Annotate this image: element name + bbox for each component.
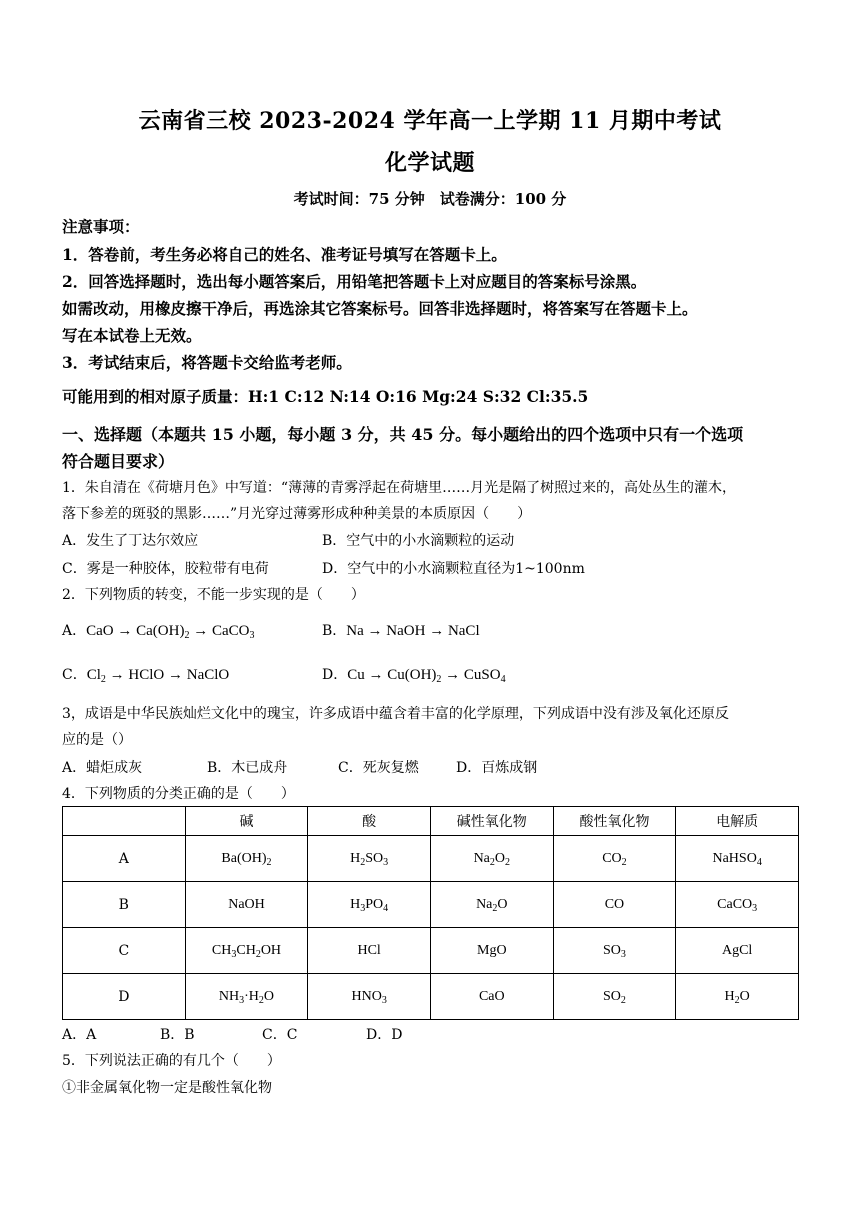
- row-label: A: [63, 836, 186, 882]
- q1-option-c: C．雾是一种胶体，胶粒带有电荷: [62, 561, 269, 577]
- notes-heading: 注意事项：: [62, 217, 140, 236]
- cell-acidic-oxide: $SO_2$: [553, 974, 676, 1020]
- cell-basic-oxide: $Na_2O_2$: [430, 836, 553, 882]
- cell-acid: $H_2SO_3$: [308, 836, 431, 882]
- cell-electrolyte: AgCl: [676, 928, 799, 974]
- exam-meta: 考试时间：75 分钟 试卷满分：100 分: [293, 190, 567, 208]
- cell-base: $CH_3CH_2OH$: [185, 928, 308, 974]
- cell-acidic-oxide: $SO_3$: [553, 928, 676, 974]
- q1-option-d: D．空气中的小水滴颗粒直径为1~100nm: [322, 561, 585, 577]
- q2-option-b: B．Na → NaOH → NaCl: [322, 623, 480, 639]
- q2-option-a: A．CaO → $Ca(OH)_2$ → CaCO$_3$: [62, 623, 255, 641]
- cell-base: NaOH: [185, 882, 308, 928]
- notes-item-3: 3．考试结束后，将答题卡交给监考老师。: [62, 353, 352, 372]
- cell-base: $Ba(OH)_2$: [185, 836, 308, 882]
- cell-acid: $H_3PO_4$: [308, 882, 431, 928]
- cell-electrolyte: $H_2O$: [676, 974, 799, 1020]
- table-row: [63, 836, 799, 882]
- table-row: [63, 974, 799, 1020]
- q4-stem: 4．下列物质的分类正确的是（ ）: [62, 786, 295, 802]
- q3-option-c: C．死灰复燃: [338, 760, 419, 776]
- cell-acid: $HNO_3$: [308, 974, 431, 1020]
- cell-acidic-oxide: CO: [553, 882, 676, 928]
- notes-item-1: 1．答卷前，考生务必将自己的姓名、准考证号填写在答题卡上。: [62, 245, 507, 264]
- q1-option-b: B．空气中的小水滴颗粒的运动: [322, 533, 515, 549]
- q2-option-d: D．$Cu \to Cu(OH)_2$ → CuSO$_4$: [322, 667, 506, 685]
- q2-option-c: C．$Cl_2$ → HClO → NaClO: [62, 667, 230, 685]
- table-header-cell: [63, 807, 186, 836]
- row-label: D: [63, 974, 186, 1020]
- classification-table: [62, 806, 799, 1020]
- table-header-cell: 碱: [185, 807, 308, 836]
- q3-stem-cont: 应的是（）: [62, 732, 132, 748]
- q1-stem: 1．朱自清在《荷塘月色》中写道：“薄薄的青雾浮起在荷塘里……月光是隔了树照过来的，高处丛生的灌木，: [62, 480, 737, 496]
- table-header-cell: 酸: [308, 807, 431, 836]
- section-1-heading-cont: 符合题目要求）: [62, 452, 175, 471]
- table-row: [63, 882, 799, 928]
- q3-stem: 3，成语是中华民族灿烂文化中的瑰宝，许多成语中蕴含着丰富的化学原理，下列成语中没有涉及氧化还原反: [62, 706, 729, 722]
- cell-basic-oxide: $Na_2O$: [430, 882, 553, 928]
- section-1-heading: 一、选择题（本题共 15 小题，每小题 3 分，共 45 分。每小题给出的四个选项中只有一个选项: [62, 425, 744, 444]
- table-header-row: [63, 807, 799, 836]
- q3-option-d: D．百炼成钢: [456, 760, 538, 776]
- row-label: C: [63, 928, 186, 974]
- q4-option-d: D．D: [366, 1027, 403, 1043]
- q3-option-a: A．蜡炬成灰: [62, 760, 143, 776]
- atomic-masses: 可能用到的相对原子质量：H:1 C:12 N:14 O:16 Mg:24 S:32 Cl:35.5: [62, 387, 589, 406]
- q4-option-c: C．C: [262, 1027, 298, 1043]
- table-row: [63, 928, 799, 974]
- notes-item-2-cont2: 写在本试卷上无效。: [62, 326, 202, 345]
- q1-stem-cont: 落下参差的斑驳的黑影……”月光穿过薄雾形成种种美景的本质原因（ ）: [62, 506, 532, 522]
- q5-stem: 5．下列说法正确的有几个（ ）: [62, 1053, 281, 1069]
- q4-option-b: B．B: [160, 1027, 195, 1043]
- exam-title: 云南省三校 2023-2024 学年高一上学期 11 月期中考试: [138, 108, 722, 134]
- notes-item-2-cont: 如需改动，用橡皮擦干净后，再选涂其它答案标号。回答非选择题时，将答案写在答题卡上。: [62, 299, 698, 318]
- table-header-cell: 碱性氧化物: [430, 807, 553, 836]
- q1-option-a: A．发生了丁达尔效应: [62, 533, 199, 549]
- q5-item-1: ①非金属氧化物一定是酸性氧化物: [62, 1080, 272, 1096]
- exam-subject: 化学试题: [384, 150, 475, 176]
- cell-acid: HCl: [308, 928, 431, 974]
- table-header-cell: 电解质: [676, 807, 799, 836]
- cell-base: $NH_3\cdot H_2O$: [185, 974, 308, 1020]
- q4-option-a: A．A: [62, 1027, 97, 1043]
- q2-stem: 2．下列物质的转变，不能一步实现的是（ ）: [62, 587, 365, 603]
- notes-item-2: 2．回答选择题时，选出每小题答案后，用铅笔把答题卡上对应题目的答案标号涂黑。: [62, 272, 647, 291]
- q3-option-b: B．木已成舟: [207, 760, 288, 776]
- table-header-cell: 酸性氧化物: [553, 807, 676, 836]
- row-label: B: [63, 882, 186, 928]
- cell-electrolyte: NaHSO$_4$: [676, 836, 799, 882]
- cell-acidic-oxide: $CO_2$: [553, 836, 676, 882]
- cell-basic-oxide: MgO: [430, 928, 553, 974]
- cell-basic-oxide: CaO: [430, 974, 553, 1020]
- cell-electrolyte: CaCO$_3$: [676, 882, 799, 928]
